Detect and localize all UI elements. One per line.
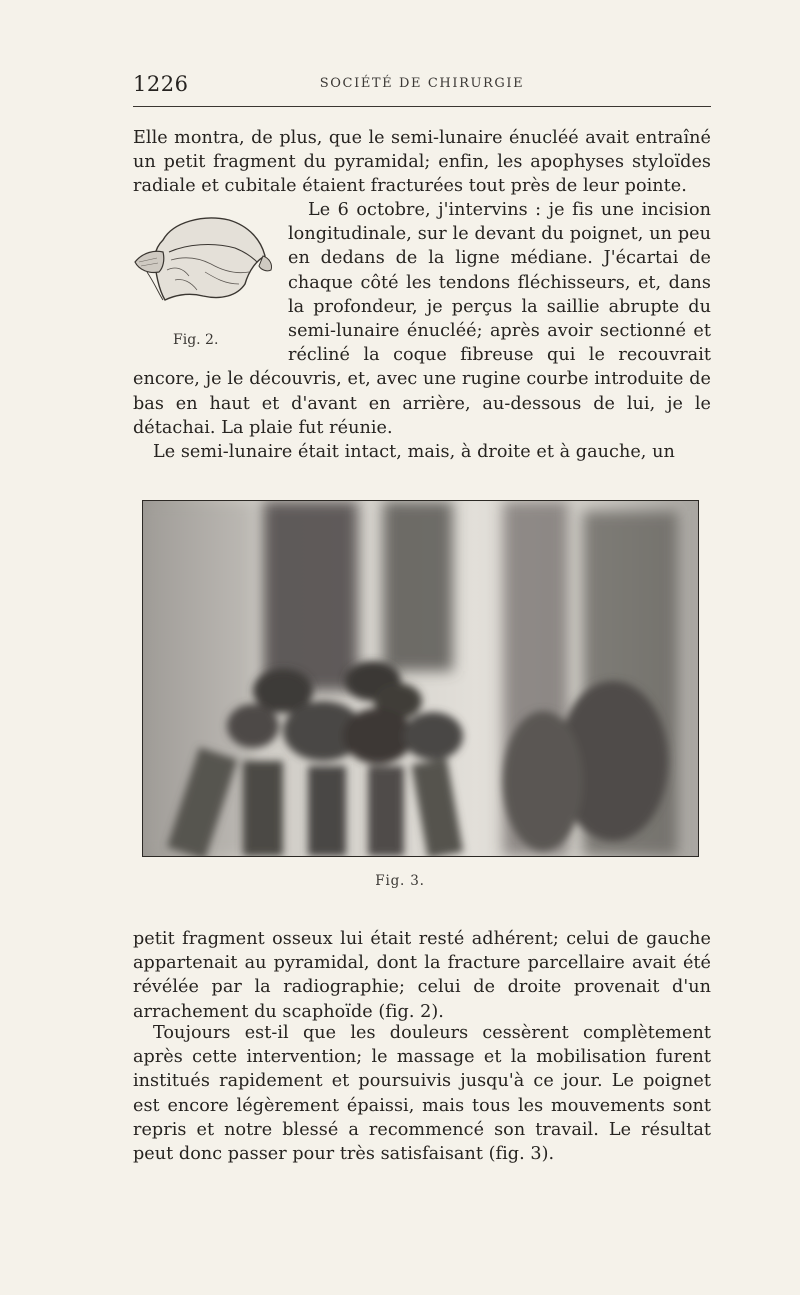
figure-2-caption: Fig. 2. (173, 332, 219, 348)
paragraph-2-text: Le 6 octobre, j'intervins : je fis une incision longitudinale, sur le devant du poignet, un peu en dedans de la ligne médiane. J'écartai de chaque côté les tendons fléchisseurs, et, dans la profondeur, je perçus la saillie abrupte du semi-lunaire énucléé; après avoir sectionné et récliné la coque fibreuse qui le recouvrait encore, je le découvris, et, avec une rugine courbe introduite de bas en haut et d'avant en arrière, au-dessous de lui, je le détachai. La plaie fut réunie. (133, 200, 711, 438)
header-rule (133, 106, 711, 107)
figure-3-radiograph (142, 500, 699, 857)
running-title: SOCIÉTÉ DE CHIRURGIE (319, 76, 525, 91)
paragraph-4: petit fragment osseux lui était resté adhérent; celui de gauche appartenait au pyramidal, dont la fracture parcellaire avait été révélée par la radiographie; celui de droite provenait d'un arrachement du scaphoïde (fig. 2). (133, 929, 711, 1022)
running-header (133, 72, 711, 100)
paragraph-3-text: Le semi-lunaire était intact, mais, à droite et à gauche, un (153, 442, 675, 462)
paragraph-5-text: Toujours est-il que les douleurs cessèrent complètement après cette intervention; le massage et la mobilisation furent institués rapidement et poursuivis jusqu'à ce jour. Le poignet est encore légèrement épaissi, mais tous les mouvements sont repris et notre blessé a recommencé son travail. Le résultat peut donc passer pour très satisfaisant (fig. 3). (133, 1023, 711, 1165)
wrist-xray-image (143, 501, 698, 856)
page-number: 1226 (133, 72, 189, 96)
semilunar-bone-illustration (125, 200, 280, 330)
figure-2 (125, 200, 280, 360)
paragraph-3 (133, 440, 711, 464)
figure-3-caption: Fig. 3. (375, 873, 425, 889)
paragraph-5 (133, 1021, 711, 1166)
paragraph-1: Elle montra, de plus, que le semi-lunaire énucléé avait entraîné un petit fragment du pyramidal; enfin, les apophyses styloïdes radiale et cubitale étaient fracturées tout près de leur pointe. (133, 128, 711, 197)
